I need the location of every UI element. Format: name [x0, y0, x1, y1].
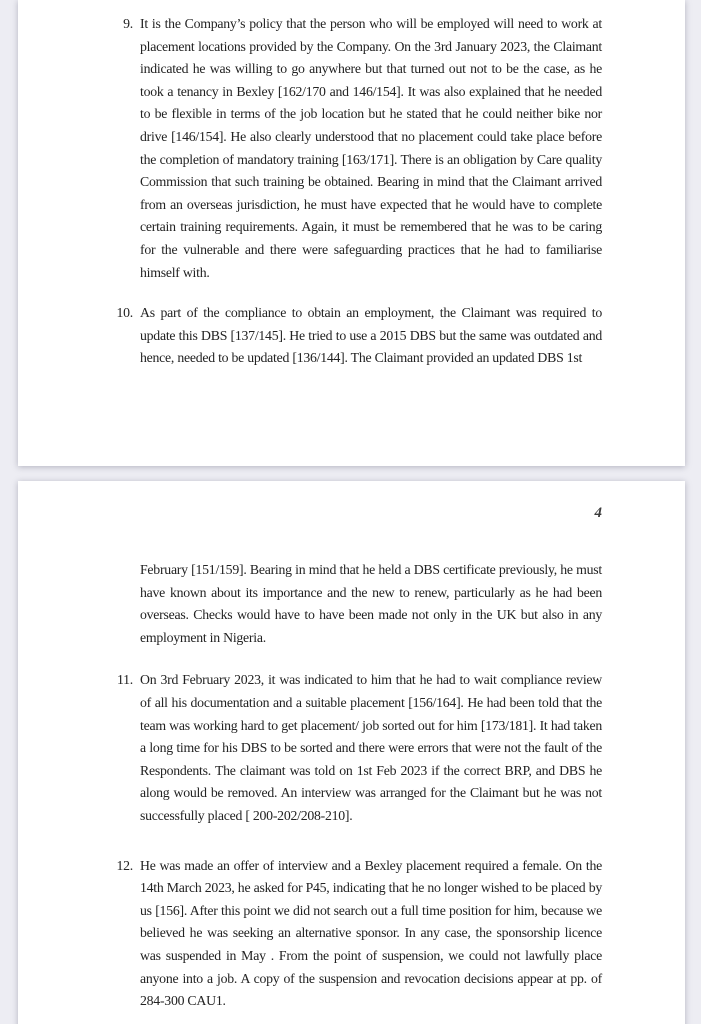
page-number: 4: [594, 505, 602, 521]
list-paragraph-12: [110, 855, 602, 1013]
paragraph-text: He was made an offer of interview and a Bexley placement required a female. On the 14th March 2023, he asked for P45, indicating that he no longer wished to be placed by us [156]. After this point we did not search out a full time position for him, because we believed he was seeking an alternative sponsor. In any case, the sponsorship licence was suspended in May . From the point of suspension, we could not lawfully place anyone into a job. A copy of the suspension and revocation decisions appear at pp. of 284-300 CAU1.: [140, 857, 602, 1009]
document-page-upper: [18, 0, 685, 466]
paragraph-text: As part of the compliance to obtain an employment, the Claimant was required to update this DBS [137/145]. He tried to use a 2015 DBS but the same was outdated and hence, needed to be updated [136/144]. The Claimant provided an updated DBS 1st: [140, 305, 602, 366]
list-paragraph-9: [110, 13, 602, 284]
paragraph-number: [110, 559, 140, 649]
list-paragraph-11: [110, 669, 602, 827]
paragraph-number: 12.: [116, 857, 133, 873]
paragraph-text: It is the Company’s policy that the person who will be employed will need to work at placement locations provided by the Company. On the 3rd January 2023, the Claimant indicated he was willing to go anywhere but that turned out not to be the case, as he took a tenancy in Bexley [162/170 and 146/154]. It was also explained that he needed to be flexible in terms of the job location but he stated that he could neither bike nor drive [146/154]. He also clearly understood that no placement could take place before the completion of mandatory training [163/171]. There is an obligation by Care quality Commission that such training be obtained. Bearing in mind that the Claimant arrived from an overseas jurisdiction, he must have expected that he would have to complete certain training requirements. Again, it must be remembered that he was to be caring for the vulnerable and there were safeguarding practices that he had to familiarise himself with.: [140, 16, 602, 280]
list-paragraph-10: [110, 302, 602, 370]
continuation-paragraph: [110, 559, 602, 649]
paragraph-number: 9.: [123, 16, 133, 31]
document-page-4: [18, 481, 685, 1024]
paragraph-number: 10.: [116, 305, 133, 321]
paragraph-text: February [151/159]. Bearing in mind that he held a DBS certificate previously, he must have known about its importance and the new to renew, particularly as he had been overseas. Checks would have to have been made not only in the UK but also in any employment in Nigeria.: [140, 562, 602, 645]
paragraph-number: 11.: [117, 672, 133, 688]
paragraph-text: On 3rd February 2023, it was indicated to him that he had to wait compliance review of all his documentation and a suitable placement [156/164]. He had been told that the team was working hard to get placement/ job sorted out for him [173/181]. It had taken a long time for his DBS to be sorted and there were errors that were not the fault of the Respondents. The claimant was told on 1st Feb 2023 if the correct BRP, and DBS he along would be removed. An interview was arranged for the Claimant but he was not successfully placed [ 200-202/208-210].: [140, 672, 602, 823]
